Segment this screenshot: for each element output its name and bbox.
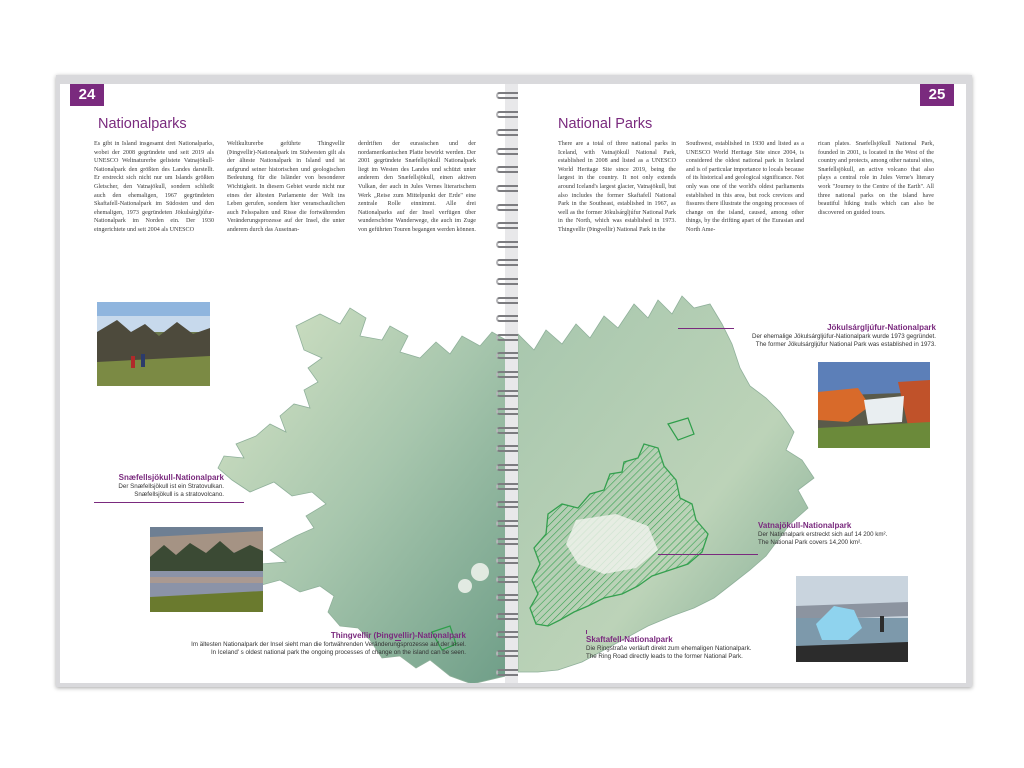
callout-jokulsargljufur (736, 322, 936, 349)
right-page (518, 84, 966, 683)
text-column-right-1: There are a total of three national parks in Iceland, with Vatnajökull National Park, established in 2008 and listed as a UNESCO World Heritage Site since 2019, being the largest in the country. It not only extends around Iceland's largest glacier, Vatnajökull, but also includes the former Skaftafell National Park in the Southeast, established in 1967, as well as the former Jökulsárgljúfur National Park in the North, which was established in 1973. Thingvellir (Þingvellir) National Park in the (558, 141, 676, 233)
callout-skaftafell (586, 634, 796, 661)
glacier-hofsjokull (471, 563, 489, 581)
callout-skaftafell-title: Skaftafell-Nationalpark (586, 635, 673, 644)
callout-thingvellir-de: Im ältesten Nationalpark der Insel sieht man die fortwährenden Veränderungsprozesse auf der Insel. (191, 641, 466, 648)
page-title-left: Nationalparks (98, 116, 187, 132)
callout-thingvellir-title: Thingvellir (Þingvellir)-Nationalpark (330, 631, 466, 640)
photo-thingvellir-hikers-image (97, 302, 210, 386)
land-west-shape (218, 308, 506, 683)
callout-vatnajokull-title: Vatnajökull-Nationalpark (758, 521, 852, 530)
photo-glacier-lagoon (796, 576, 908, 662)
text-column-right-3: rican plates. Snæfellsjökull National Park, founded in 2001, is located in the West of the country and protects, among other natural sites, Snæfellsjökull, an active volcano that also plays a central role in Jules Verne's literary work "Journey to the Centre of the Earth". All three national parks on the island have beautiful hiking trails which can also be discovered on guided tours. (818, 141, 934, 216)
leader-line-jokulsar (678, 328, 734, 329)
callout-thingvellir (124, 630, 466, 657)
photo-glacier-lagoon-image (796, 576, 908, 662)
text-column-left-2: Weltkulturerbe geführte Thingvellir (Þingvellir)-Nationalpark im Südwesten gilt als der älteste Nationalpark in Island und ist aufgrund seiner historischen und geologischen Bedeutung für die Isländer von besonderer Wichtigkeit. In diesem Gebiet wurde nicht nur eines der ältesten Parlamente der Welt ins Leben gerufen, sondern hier veranschaulichen auch Felsspalten und Risse die fortwährenden Veränderungsprozesse auf der Insel, die unter anderem durch das Auseinan- (227, 141, 345, 233)
photo-dettifoss (818, 362, 930, 448)
callout-skaftafell-de: Die Ringstraße verläuft direkt zum ehemaligen Nationalpark. (586, 645, 752, 652)
callout-thingvellir-en: In Iceland' s oldest national park the ongoing processes of change on the island can be seen. (210, 649, 466, 657)
callout-snaefellsjokull-de: Der Snæfellsjökull ist ein Stratovulkan. (118, 483, 224, 490)
text-column-right-2: Southwest, established in 1930 and listed as a UNESCO World Heritage Site since 2004, is considered the oldest national park in Iceland and is of particular importance to locals because of its historical and geological significance. Not only was one of the world's oldest parliaments established in this area, but rock crevices and fissures there illustrate the ongoing processes of change on the island, caused, among other things, by the drifting apart of the Eurasian and North Ame- (686, 141, 804, 233)
leader-line-skaftafell (586, 630, 587, 634)
text-column-left-1: Es gibt in Island insgesamt drei Nationalparks, wobei der 2008 gegründete und seit 2019 als UNESCO Weltnaturerbe gelistete Vatnajökull-Nationalpark den größten des Landes darstellt. Er erstreckt sich nicht nur um Islands größten Gletscher, den Vatnajökull, sondern schließt auch den ehemaligen, 1967 gegründeten Skaftafell-Nationalpark im Südosten und den ehemaligen, 1973 gegründeten Jökulsárgljúfur-Nationalpark im Norden ein. Der 1930 eingerichtete und seit 2004 als UNESCO (94, 141, 214, 233)
text-column-left-3: derdriften der eurasischen und der nordamerikanischen Platte bewirkt werden. Der 2001 gegründete Snæfellsjökull Nationalpark liegt im Westen des Landes und schützt unter anderem den Snæfellsjökull, einen aktiven Vulkan, der auch in Jules Vernes literarischem Werk „Reise zum Mittelpunkt der Erde" eine zentrale Rolle einnimmt. Alle drei Nationalparks auf der Insel verfügen über wunderschöne Wanderwege, die auch im Zuge von geführten Touren begangen werden können. (358, 141, 476, 233)
callout-jokulsargljufur-title: Jökulsárgljúfur-Nationalpark (827, 323, 936, 332)
callout-snaefellsjokull-title: Snæfellsjökull-Nationalpark (118, 473, 224, 482)
callout-vatnajokull (758, 520, 934, 547)
callout-vatnajokull-de: Der Nationalpark erstreckt sich auf 14 200 km². (758, 531, 888, 538)
leader-line-snaefells (94, 502, 244, 503)
book-spine (505, 84, 519, 683)
left-page (60, 84, 506, 683)
page-title-right: National Parks (558, 116, 653, 132)
leader-line-vatnajokull (658, 554, 758, 555)
callout-jokulsargljufur-en: The former Jökulsárgljúfur National Park was established in 1973. (755, 341, 936, 349)
callout-vatnajokull-en: The National Park covers 14,200 km². (758, 539, 862, 547)
page-number-left: 24 (70, 84, 104, 106)
photo-thingvellir-lake-image (150, 527, 263, 612)
page-number-right: 25 (920, 84, 954, 106)
iceland-map-west (210, 296, 506, 683)
callout-snaefellsjokull-en: Snæfellsjökull is a stratovolcano. (134, 491, 224, 499)
photo-thingvellir-lake (150, 527, 263, 612)
photo-thingvellir-hikers (97, 302, 210, 386)
leader-line-thingvellir (395, 640, 401, 641)
callout-jokulsargljufur-de: Der ehemalige Jökulsárgljúfur-Nationalpark wurde 1973 gegründet. (751, 333, 936, 340)
photo-dettifoss-image (818, 362, 930, 448)
iceland-map-east (518, 294, 818, 674)
callout-snaefellsjokull (94, 472, 224, 499)
glacier-langjokull (458, 579, 472, 593)
callout-skaftafell-en: The Ring Road directly leads to the former National Park. (586, 653, 743, 661)
